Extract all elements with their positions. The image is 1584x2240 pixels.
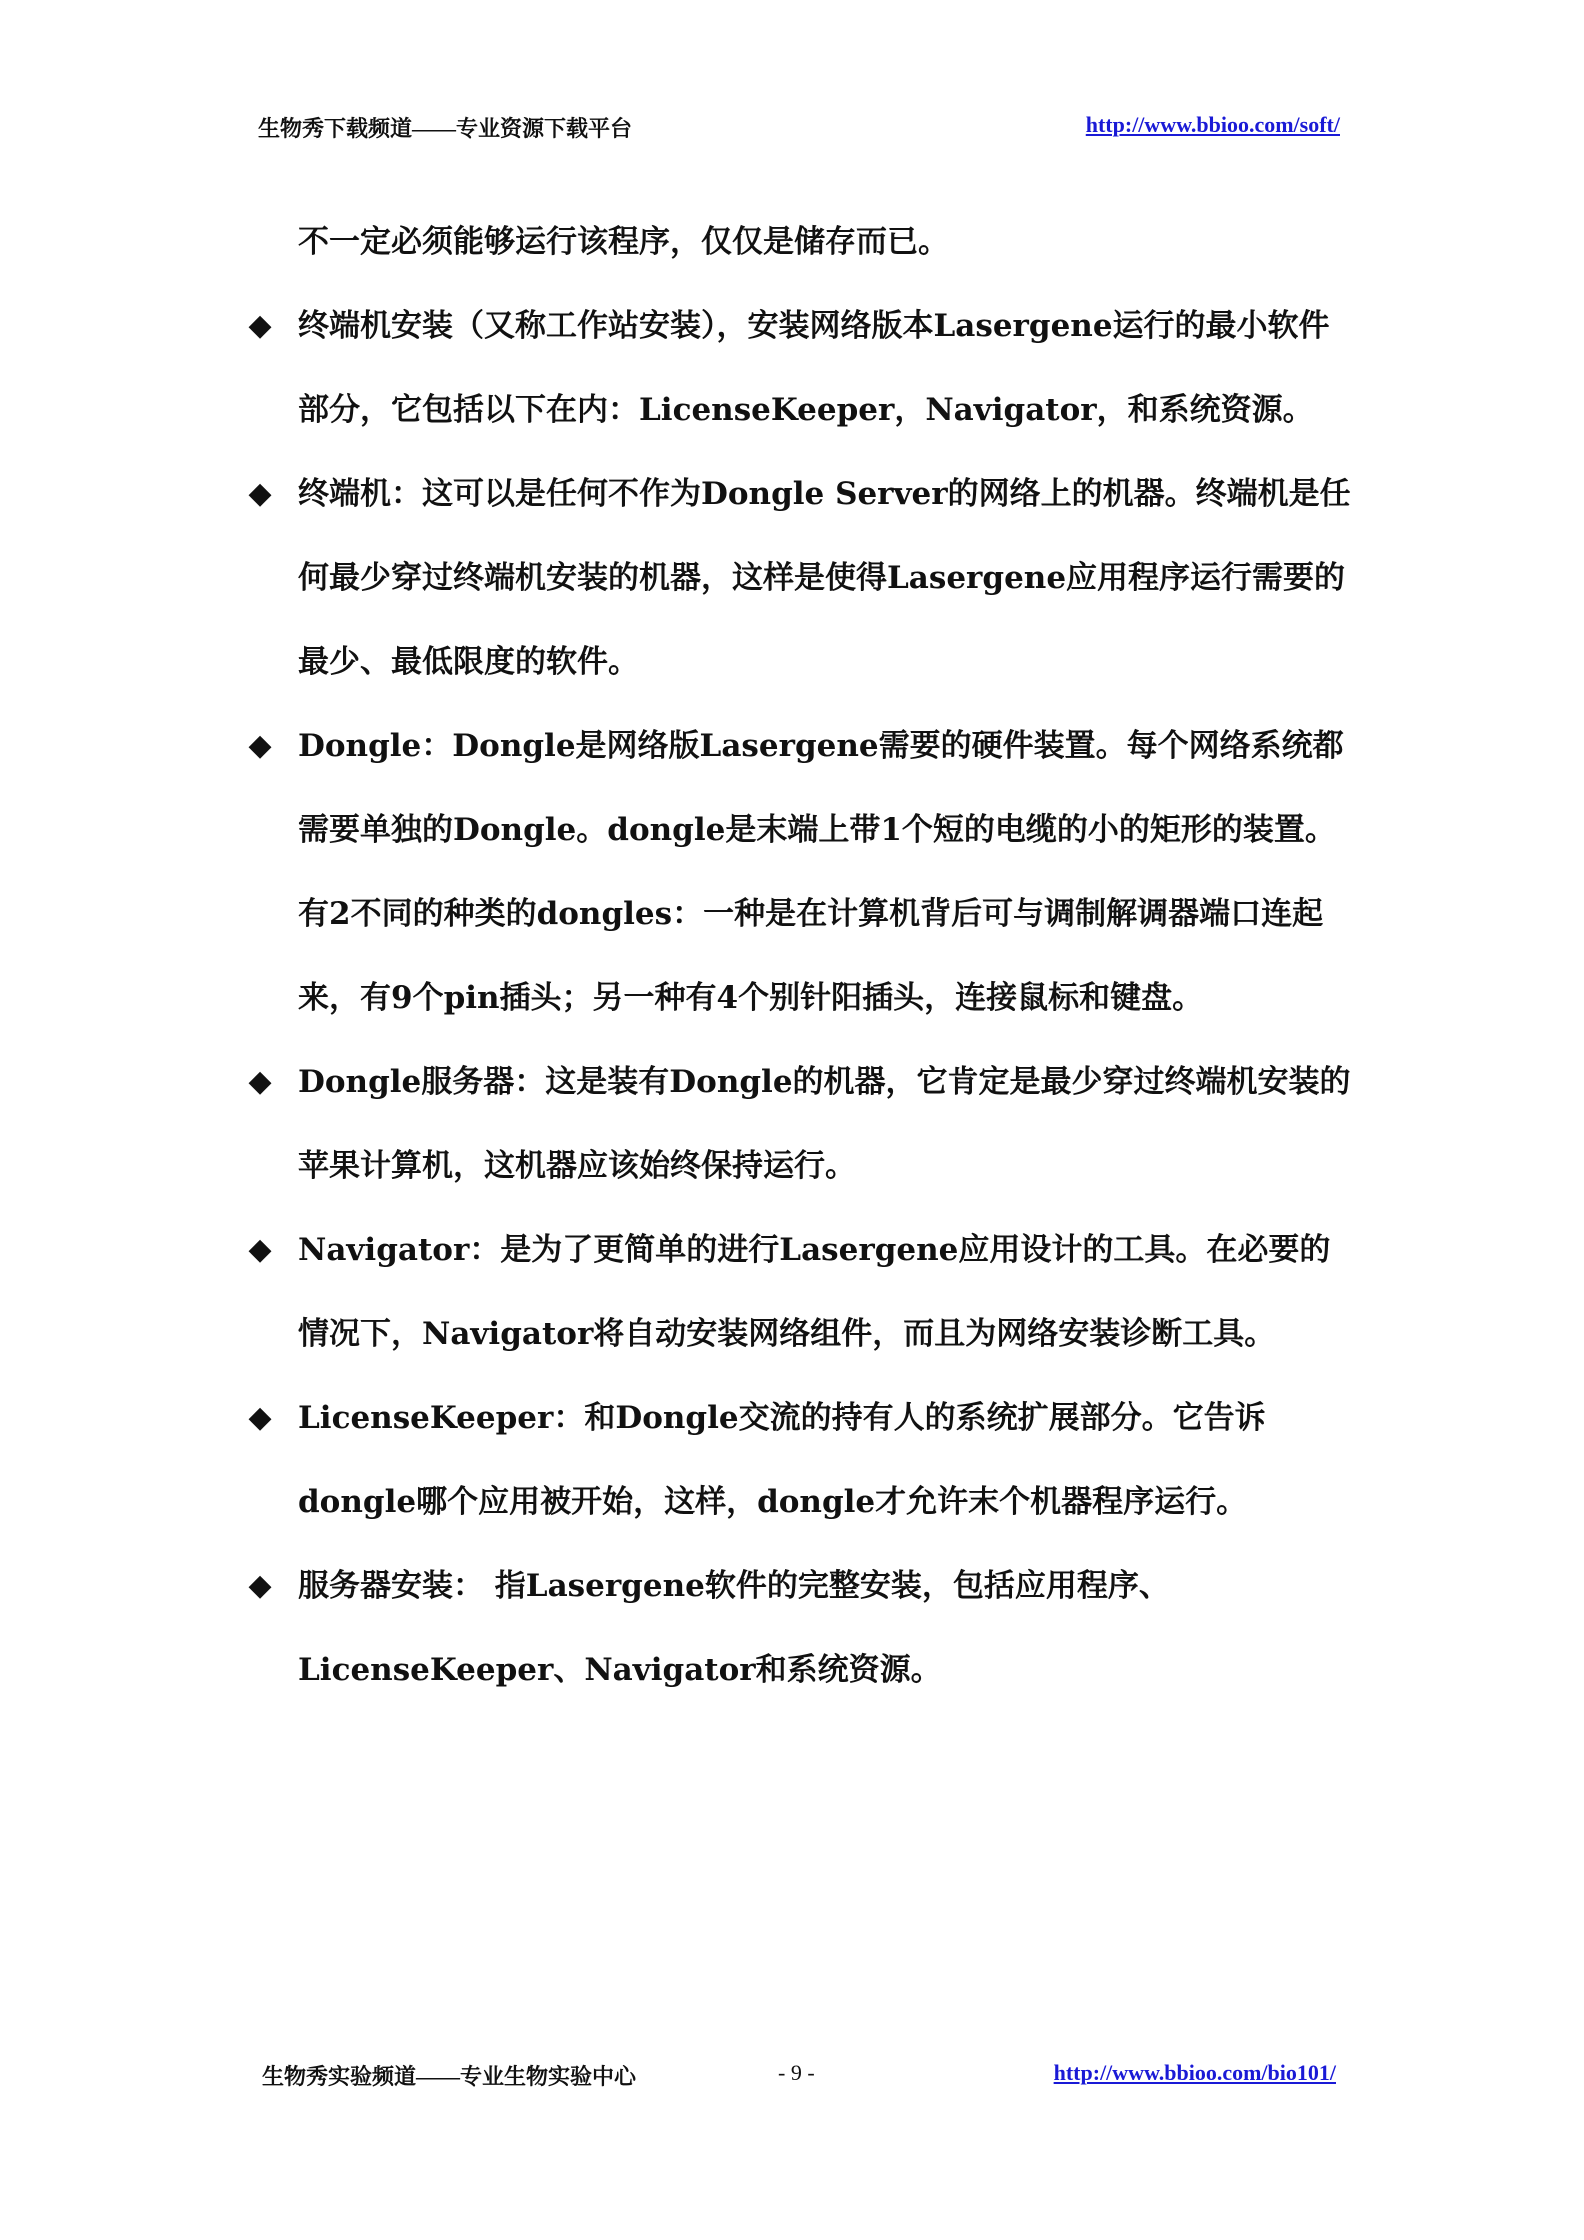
list-item bbox=[240, 1376, 1360, 1544]
list-item bbox=[240, 1544, 1360, 1712]
list-item-text: 终端机安装（又称工作站安装），安装网络版本Lasergene运行的最小软件部分，它包括以下在内：LicenseKeeper，Navigator，和系统资源。 bbox=[298, 308, 1330, 428]
list-item-text: Dongle：Dongle是网络版Lasergene需要的硬件装置。每个网络系统都需要单独的Dongle。dongle是末端上带1个短的电缆的小的矩形的装置。有2不同的种类的dongles：一种是在计算机背后可与调制解调器端口连起来，有9个pin插头；另一种有4个别针阳插头，连接鼠标和键盘。 bbox=[298, 728, 1344, 1016]
header-site-title: 生物秀下载频道——专业资源下载平台 bbox=[258, 116, 633, 141]
footer-site-title: 生物秀实验频道——专业生物实验中心 bbox=[262, 2064, 637, 2089]
diamond-bullet-icon: ◆ bbox=[248, 728, 272, 763]
list-item-text: 服务器安装： 指Lasergene软件的完整安装，包括应用程序、LicenseKeeper、Navigator和系统资源。 bbox=[298, 1568, 1170, 1688]
list-item bbox=[240, 452, 1360, 704]
continuation-paragraph: 不一定必须能够运行该程序，仅仅是储存而已。 bbox=[298, 224, 949, 260]
list-item-text: Dongle服务器：这是装有Dongle的机器，它肯定是最少穿过终端机安装的苹果计算机，这机器应该始终保持运行。 bbox=[298, 1064, 1351, 1184]
list-item bbox=[240, 284, 1360, 452]
page-footer bbox=[262, 2060, 1336, 2094]
list-item-text: Navigator：是为了更简单的进行Lasergene应用设计的工具。在必要的情况下，Navigator将自动安装网络组件，而且为网络安装诊断工具。 bbox=[298, 1232, 1331, 1352]
diamond-bullet-icon: ◆ bbox=[248, 1568, 272, 1603]
list-item bbox=[240, 1040, 1360, 1208]
diamond-bullet-icon: ◆ bbox=[248, 1400, 272, 1435]
footer-site-link[interactable]: http://www.bbioo.com/bio101/ bbox=[1053, 2060, 1336, 2085]
diamond-bullet-icon: ◆ bbox=[248, 308, 272, 343]
page-number: - 9 - bbox=[778, 2060, 815, 2085]
list-item bbox=[240, 704, 1360, 1040]
diamond-bullet-icon: ◆ bbox=[248, 1064, 272, 1099]
list-item bbox=[240, 1208, 1360, 1376]
diamond-bullet-icon: ◆ bbox=[248, 476, 272, 511]
header-site-link[interactable]: http://www.bbioo.com/soft/ bbox=[1085, 112, 1340, 137]
document-body bbox=[240, 200, 1360, 1712]
list-item-text: LicenseKeeper：和Dongle交流的持有人的系统扩展部分。它告诉dongle哪个应用被开始，这样，dongle才允许末个机器程序运行。 bbox=[298, 1400, 1266, 1520]
diamond-bullet-icon: ◆ bbox=[248, 1232, 272, 1267]
list-item-text: 终端机：这可以是任何不作为Dongle Server的网络上的机器。终端机是任何最少穿过终端机安装的机器，这样是使得Lasergene应用程序运行需要的最少、最低限度的软件。 bbox=[298, 476, 1351, 680]
page-header bbox=[258, 112, 1340, 146]
